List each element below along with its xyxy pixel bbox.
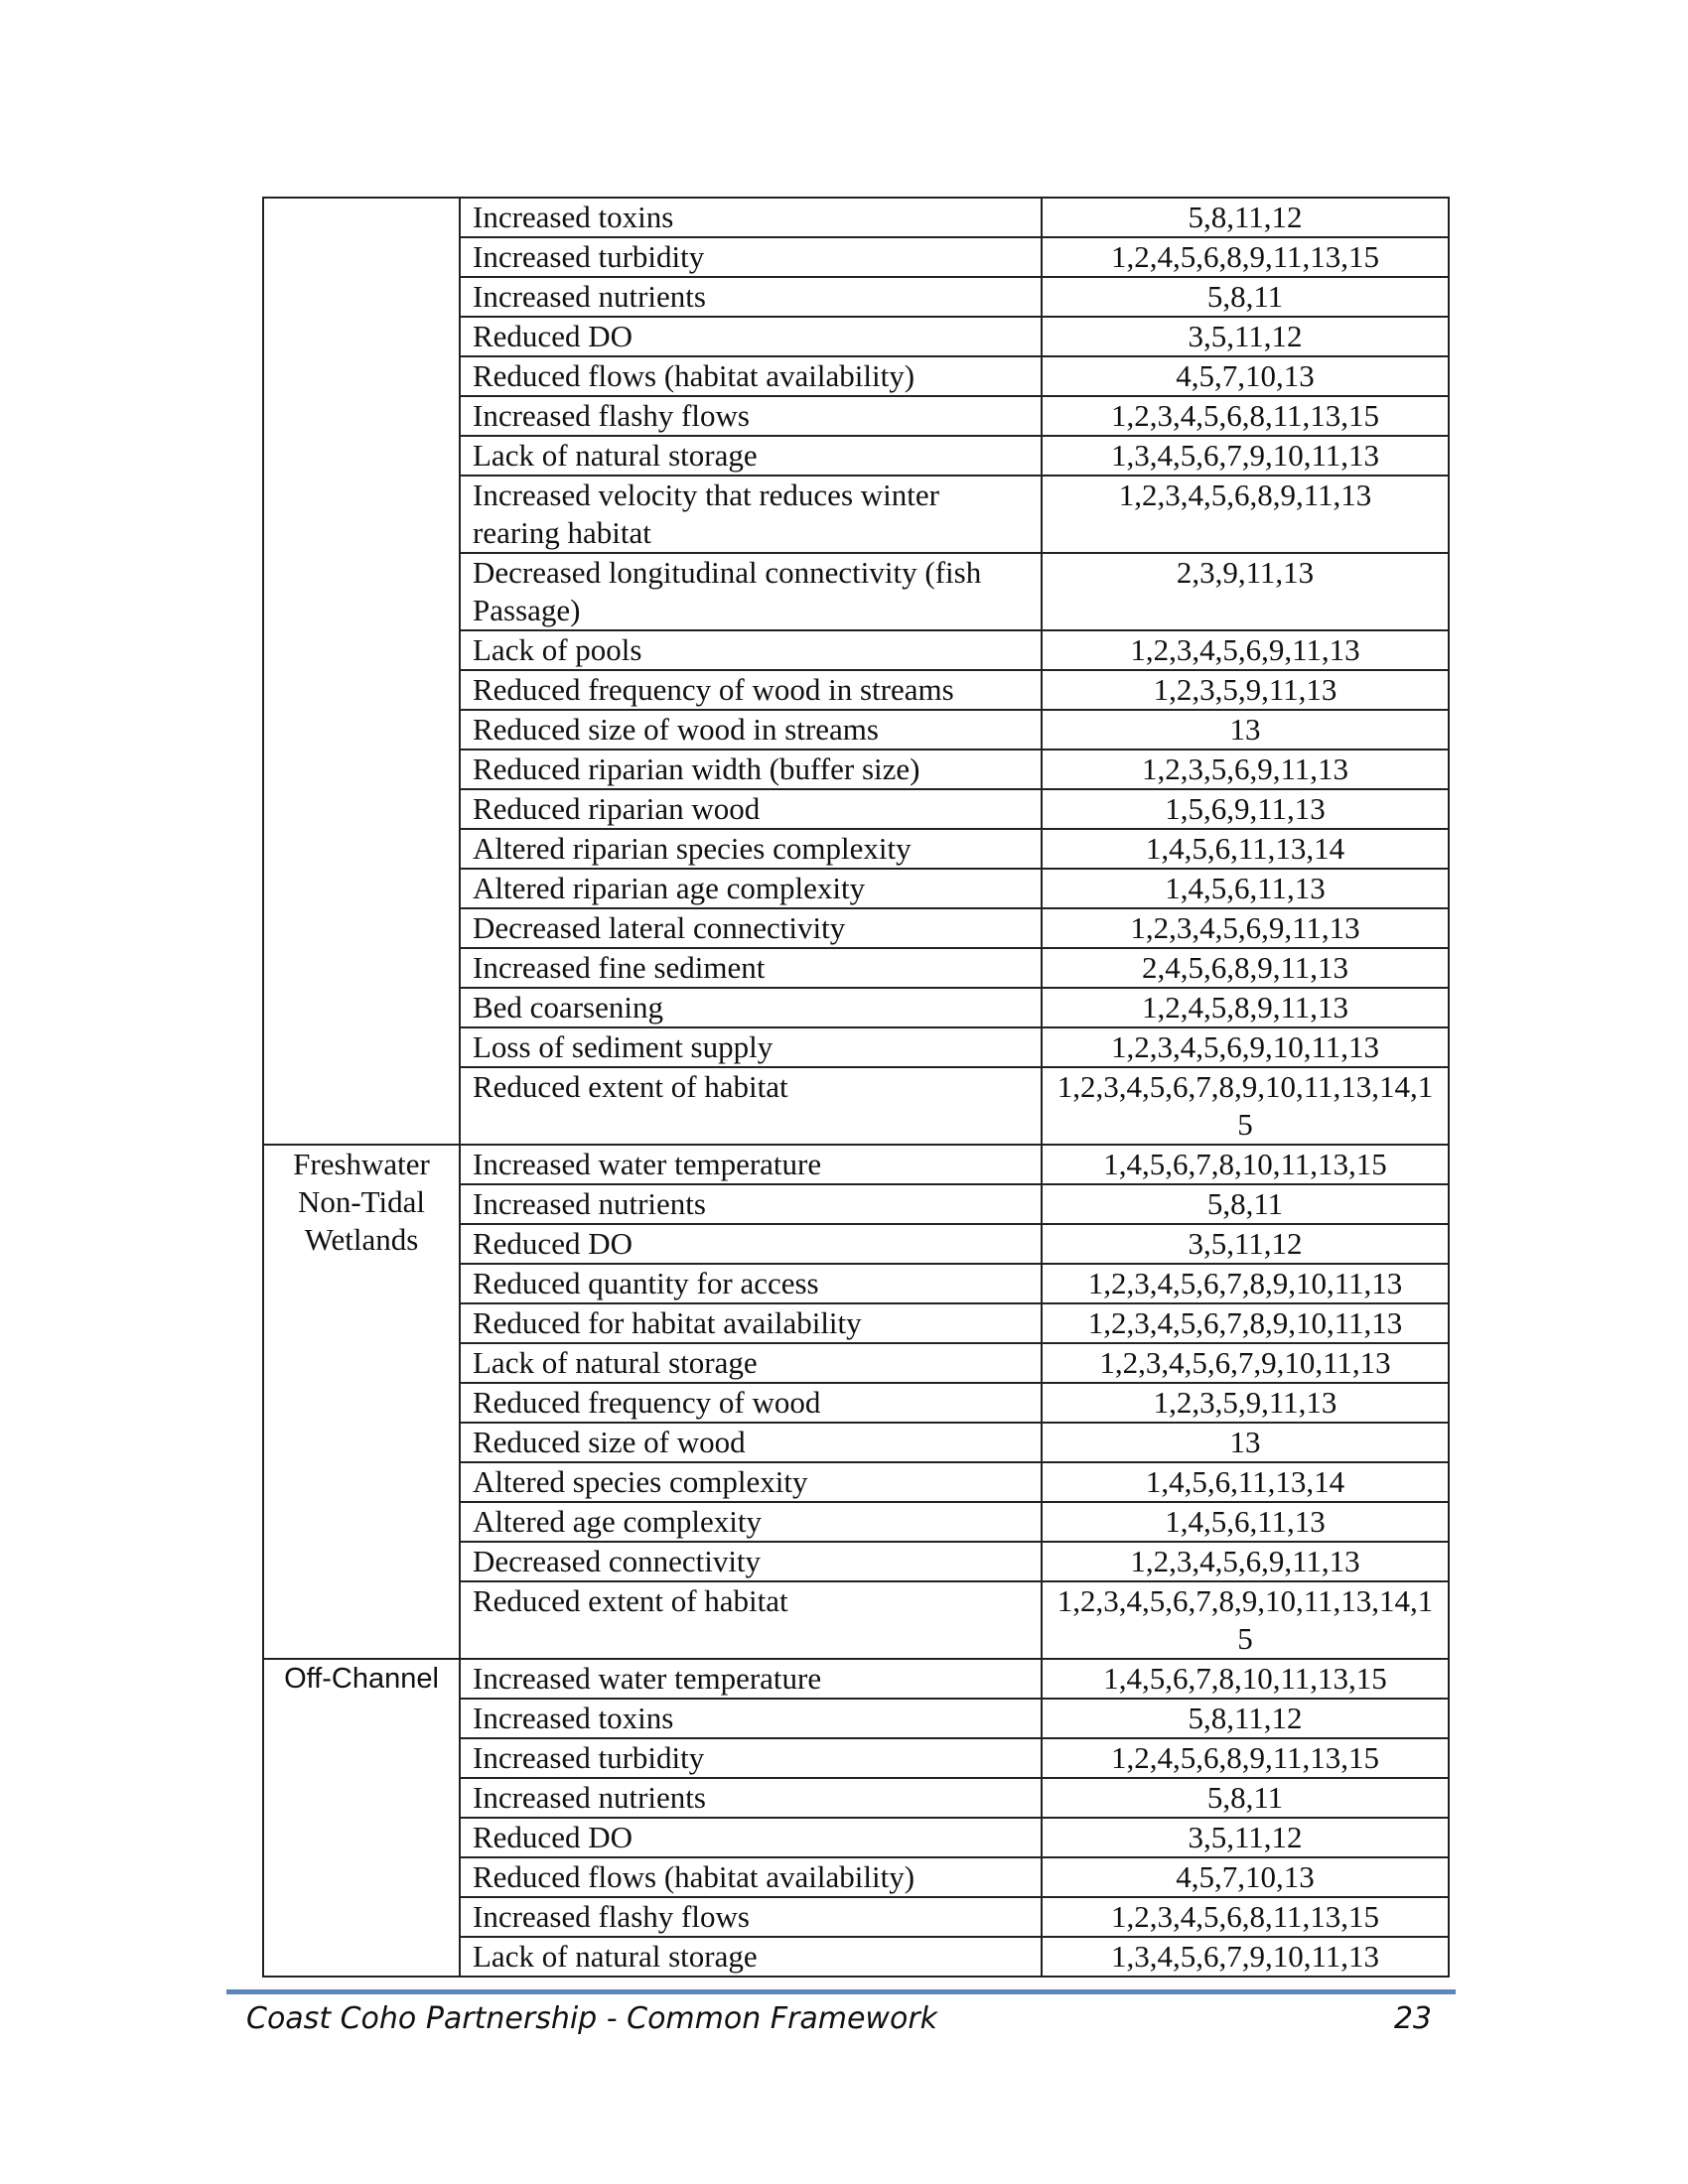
limiting-factor-cell: Increased flashy flows <box>460 1897 1042 1937</box>
footer-rule <box>226 1989 1456 1994</box>
source-references-cell: 1,2,3,4,5,6,9,11,13 <box>1042 908 1449 948</box>
limiting-factor-cell: Increased flashy flows <box>460 396 1042 436</box>
limiting-factor-cell: Reduced extent of habitat <box>460 1581 1042 1659</box>
source-references-cell: 2,3,9,11,13 <box>1042 553 1449 630</box>
limiting-factor-cell: Increased nutrients <box>460 1778 1042 1818</box>
source-references-cell: 1,2,3,4,5,6,7,9,10,11,13 <box>1042 1343 1449 1383</box>
table-row <box>263 1145 1449 1184</box>
limiting-factor-cell: Altered riparian species complexity <box>460 829 1042 869</box>
source-references-cell: 1,2,3,4,5,6,8,9,11,13 <box>1042 476 1449 553</box>
source-references-cell: 13 <box>1042 710 1449 750</box>
table-row <box>263 1659 1449 1699</box>
source-references-cell: 1,2,4,5,6,8,9,11,13,15 <box>1042 237 1449 277</box>
source-references-cell: 1,4,5,6,11,13 <box>1042 1502 1449 1542</box>
source-references-cell: 1,2,3,4,5,6,7,8,9,10,11,13,14,15 <box>1042 1581 1449 1659</box>
source-references-cell: 1,3,4,5,6,7,9,10,11,13 <box>1042 436 1449 476</box>
source-references-cell: 1,4,5,6,7,8,10,11,13,15 <box>1042 1659 1449 1699</box>
source-references-cell: 1,2,3,4,5,6,9,11,13 <box>1042 630 1449 670</box>
source-references-cell: 1,5,6,9,11,13 <box>1042 789 1449 829</box>
source-references-cell: 5,8,11 <box>1042 277 1449 317</box>
limiting-factor-cell: Loss of sediment supply <box>460 1027 1042 1067</box>
limiting-factor-cell: Reduced DO <box>460 1224 1042 1264</box>
source-references-cell: 3,5,11,12 <box>1042 1224 1449 1264</box>
limiting-factors-table <box>262 197 1450 1978</box>
limiting-factor-cell: Reduced extent of habitat <box>460 1067 1042 1145</box>
limiting-factor-cell: Reduced DO <box>460 1818 1042 1857</box>
limiting-factor-cell: Altered species complexity <box>460 1462 1042 1502</box>
source-references-cell: 1,2,3,5,9,11,13 <box>1042 1383 1449 1423</box>
limiting-factor-cell: Altered age complexity <box>460 1502 1042 1542</box>
limiting-factor-cell: Increased velocity that reduces winter rearing habitat <box>460 476 1042 553</box>
limiting-factor-cell: Reduced flows (habitat availability) <box>460 1857 1042 1897</box>
source-references-cell: 5,8,11,12 <box>1042 1699 1449 1738</box>
limiting-factor-cell: Decreased longitudinal connectivity (fish Passage) <box>460 553 1042 630</box>
source-references-cell: 1,4,5,6,11,13,14 <box>1042 829 1449 869</box>
source-references-cell: 4,5,7,10,13 <box>1042 356 1449 396</box>
habitat-label-line: Wetlands <box>304 1222 419 1257</box>
limiting-factor-cell: Reduced riparian width (buffer size) <box>460 750 1042 789</box>
limiting-factor-cell: Reduced size of wood in streams <box>460 710 1042 750</box>
source-references-cell: 1,2,4,5,8,9,11,13 <box>1042 988 1449 1027</box>
source-references-cell: 5,8,11,12 <box>1042 198 1449 237</box>
limiting-factor-cell: Increased turbidity <box>460 1738 1042 1778</box>
limiting-factor-cell: Increased toxins <box>460 1699 1042 1738</box>
source-references-cell: 1,2,4,5,6,8,9,11,13,15 <box>1042 1738 1449 1778</box>
limiting-factor-cell: Increased fine sediment <box>460 948 1042 988</box>
habitat-label-line: Off-Channel <box>284 1663 439 1695</box>
habitat-label-line: Freshwater <box>293 1147 430 1181</box>
source-references-cell: 2,4,5,6,8,9,11,13 <box>1042 948 1449 988</box>
limiting-factor-cell: Reduced quantity for access <box>460 1264 1042 1303</box>
source-references-cell: 1,2,3,5,6,9,11,13 <box>1042 750 1449 789</box>
limiting-factor-cell: Increased turbidity <box>460 237 1042 277</box>
limiting-factor-cell: Altered riparian age complexity <box>460 869 1042 908</box>
limiting-factor-cell: Reduced flows (habitat availability) <box>460 356 1042 396</box>
source-references-cell: 13 <box>1042 1423 1449 1462</box>
limiting-factor-cell: Reduced for habitat availability <box>460 1303 1042 1343</box>
source-references-cell: 1,4,5,6,11,13,14 <box>1042 1462 1449 1502</box>
source-references-cell: 1,2,3,4,5,6,7,8,9,10,11,13 <box>1042 1303 1449 1343</box>
habitat-cell <box>263 198 460 1145</box>
limiting-factor-cell: Increased nutrients <box>460 1184 1042 1224</box>
source-references-cell: 3,5,11,12 <box>1042 1818 1449 1857</box>
limiting-factor-cell: Decreased lateral connectivity <box>460 908 1042 948</box>
limiting-factor-cell: Lack of natural storage <box>460 436 1042 476</box>
source-references-cell: 5,8,11 <box>1042 1184 1449 1224</box>
limiting-factor-cell: Increased toxins <box>460 198 1042 237</box>
limiting-factor-cell: Reduced riparian wood <box>460 789 1042 829</box>
source-references-cell: 1,2,3,4,5,6,9,10,11,13 <box>1042 1027 1449 1067</box>
source-references-cell: 1,2,3,4,5,6,7,8,9,10,11,13 <box>1042 1264 1449 1303</box>
habitat-cell <box>263 1659 460 1977</box>
source-references-cell: 1,2,3,4,5,6,9,11,13 <box>1042 1542 1449 1581</box>
limiting-factor-cell: Increased water temperature <box>460 1659 1042 1699</box>
footer-title: Coast Coho Partnership - Common Framework <box>246 2001 938 2036</box>
limiting-factor-cell: Reduced frequency of wood in streams <box>460 670 1042 710</box>
limiting-factor-cell: Increased water temperature <box>460 1145 1042 1184</box>
source-references-cell: 1,2,3,5,9,11,13 <box>1042 670 1449 710</box>
page-number: 23 <box>1393 2001 1432 2036</box>
limiting-factor-cell: Lack of pools <box>460 630 1042 670</box>
limiting-factor-cell: Reduced frequency of wood <box>460 1383 1042 1423</box>
source-references-cell: 1,3,4,5,6,7,9,10,11,13 <box>1042 1937 1449 1977</box>
limiting-factor-cell: Reduced DO <box>460 317 1042 356</box>
source-references-cell: 3,5,11,12 <box>1042 317 1449 356</box>
table-body <box>263 198 1449 1977</box>
habitat-cell <box>263 1145 460 1659</box>
source-references-cell: 1,2,3,4,5,6,8,11,13,15 <box>1042 1897 1449 1937</box>
source-references-cell: 1,4,5,6,7,8,10,11,13,15 <box>1042 1145 1449 1184</box>
limiting-factor-cell: Lack of natural storage <box>460 1937 1042 1977</box>
table-row <box>263 198 1449 237</box>
limiting-factor-cell: Increased nutrients <box>460 277 1042 317</box>
habitat-label-line: Non-Tidal <box>297 1184 426 1219</box>
source-references-cell: 1,4,5,6,11,13 <box>1042 869 1449 908</box>
source-references-cell: 4,5,7,10,13 <box>1042 1857 1449 1897</box>
limiting-factor-cell: Bed coarsening <box>460 988 1042 1027</box>
limiting-factor-cell: Reduced size of wood <box>460 1423 1042 1462</box>
limiting-factor-cell: Lack of natural storage <box>460 1343 1042 1383</box>
source-references-cell: 1,2,3,4,5,6,8,11,13,15 <box>1042 396 1449 436</box>
limiting-factor-cell: Decreased connectivity <box>460 1542 1042 1581</box>
source-references-cell: 1,2,3,4,5,6,7,8,9,10,11,13,14,15 <box>1042 1067 1449 1145</box>
source-references-cell: 5,8,11 <box>1042 1778 1449 1818</box>
